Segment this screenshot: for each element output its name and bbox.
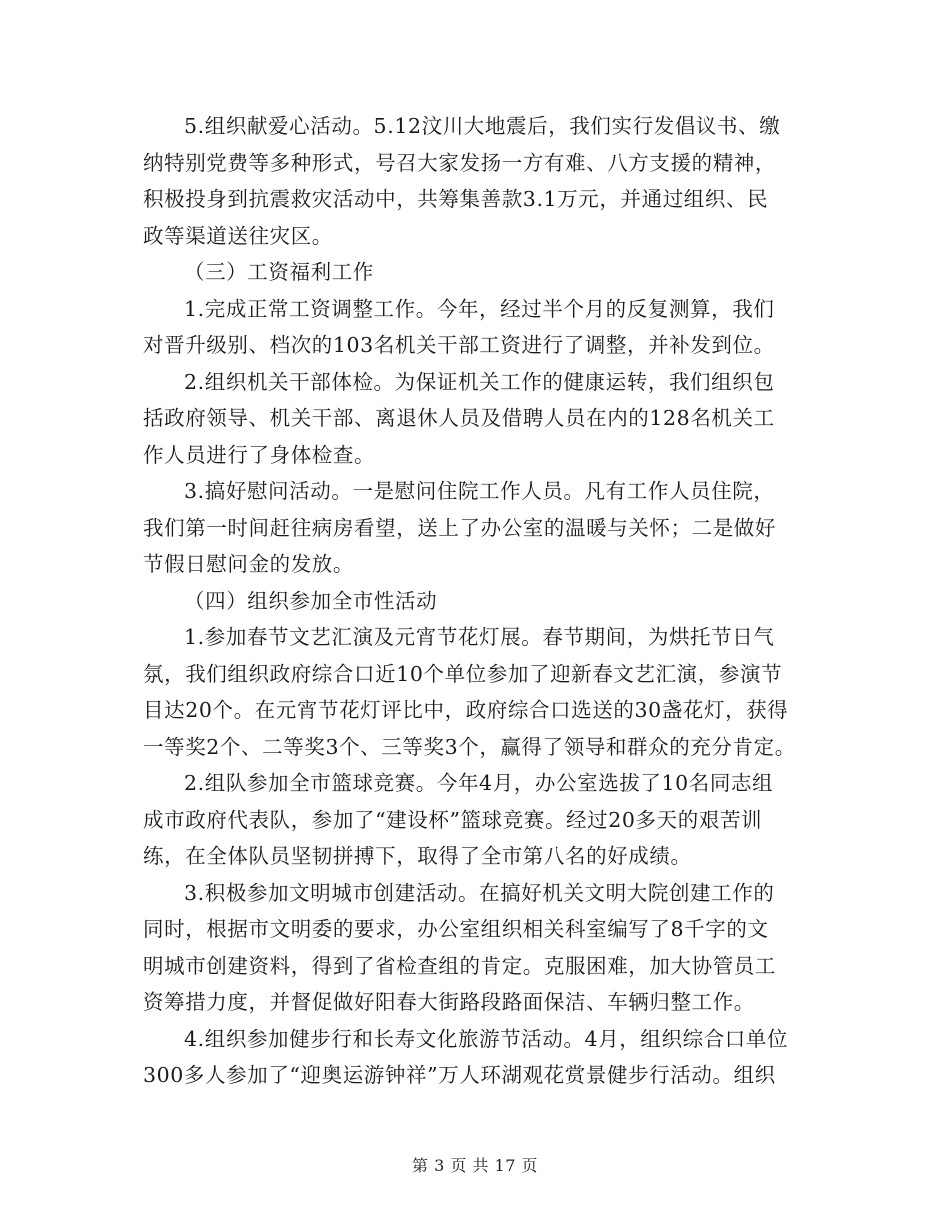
text-line: 同时，根据市文明委的要求，办公室组织相关科室编写了8千字的文 (143, 917, 769, 941)
text-line: 纳特别党费等多种形式，号召大家发扬一方有难、八方支援的精神， (143, 150, 776, 175)
text-line: 3.积极参加文明城市创建活动。在搞好机关文明大院创建工作的 (184, 880, 775, 905)
text-line: 氛，我们组织政府综合口近10个单位参加了迎新春文艺汇演，参演节 (143, 661, 783, 686)
text-line: 练，在全体队员坚韧拼搏下，取得了全市第八名的好成绩。 (143, 844, 692, 868)
section-heading-salary-welfare: （三）工资福利工作 (184, 260, 374, 284)
text-line: 1.参加春节文艺汇演及元宵节花灯展。春节期间，为烘托节日气 (184, 625, 775, 649)
text-line: 2.组织机关干部体检。为保证机关工作的健康运转，我们组织包 (184, 369, 775, 394)
text-line: 一等奖2个、二等奖3个、三等奖3个，赢得了领导和群众的充分肯定。 (143, 734, 796, 759)
text-line: 5.组织献爱心活动。5.12汶川大地震后，我们实行发倡议书、缴 (184, 114, 781, 138)
text-line: 我们第一时间赶往病房看望，送上了办公室的温暖与关怀；二是做好 (143, 515, 776, 540)
page-number-footer: 第 3 页 共 17 页 (412, 1156, 538, 1175)
document-body (143, 108, 823, 1094)
text-line: 政等渠道送往灾区。 (143, 223, 333, 248)
text-line: 作人员进行了身体检查。 (143, 442, 376, 467)
text-line: 3.搞好慰问活动。一是慰问住院工作人员。凡有工作人员住院， (184, 479, 775, 503)
text-line: 明城市创建资料，得到了省检查组的肯定。克服困难，加大协管员工 (143, 953, 776, 978)
text-line: 目达20个。在元宵节花灯评比中，政府综合口选送的30盏花灯，获得 (143, 698, 789, 722)
text-line: 括政府领导、机关干部、离退休人员及借聘人员在内的128名机关工 (143, 406, 775, 430)
text-line: 4.组织参加健步行和长寿文化旅游节活动。4月，组织综合口单位 (184, 1026, 789, 1051)
paragraph-spring-festival (143, 619, 823, 765)
text-line: 1.完成正常工资调整工作。今年，经过半个月的反复测算，我们 (184, 296, 775, 321)
text-line: 300多人参加了“迎奥运游钟祥”万人环湖观花赏景健步行活动。组织 (143, 1063, 776, 1087)
text-line: 资筹措力度，并督促做好阳春大街路段路面保洁、车辆归整工作。 (143, 990, 755, 1014)
paragraph-donation (143, 108, 823, 254)
text-line: 2.组队参加全市篮球竞赛。今年4月，办公室选拔了10名同志组 (184, 771, 774, 795)
text-line: 节假日慰问金的发放。 (143, 552, 354, 576)
paragraph-salary-adjustment (143, 291, 823, 364)
paragraph-condolence (143, 473, 823, 583)
paragraph-basketball (143, 765, 823, 875)
text-line: 成市政府代表队，参加了“建设杯”篮球竞赛。经过20多天的艰苦训 (143, 807, 763, 832)
paragraph-health-check (143, 364, 823, 474)
text-line: 积极投身到抗震救灾活动中，共筹集善款3.1万元，并通过组织、民 (143, 187, 769, 211)
text-line: 对晋升级别、档次的103名机关干部工资进行了调整，并补发到位。 (143, 333, 775, 357)
paragraph-walking-festival (143, 1021, 823, 1094)
section-heading-city-activities: （四）组织参加全市性活动 (184, 588, 438, 613)
paragraph-civilized-city (143, 875, 823, 1021)
